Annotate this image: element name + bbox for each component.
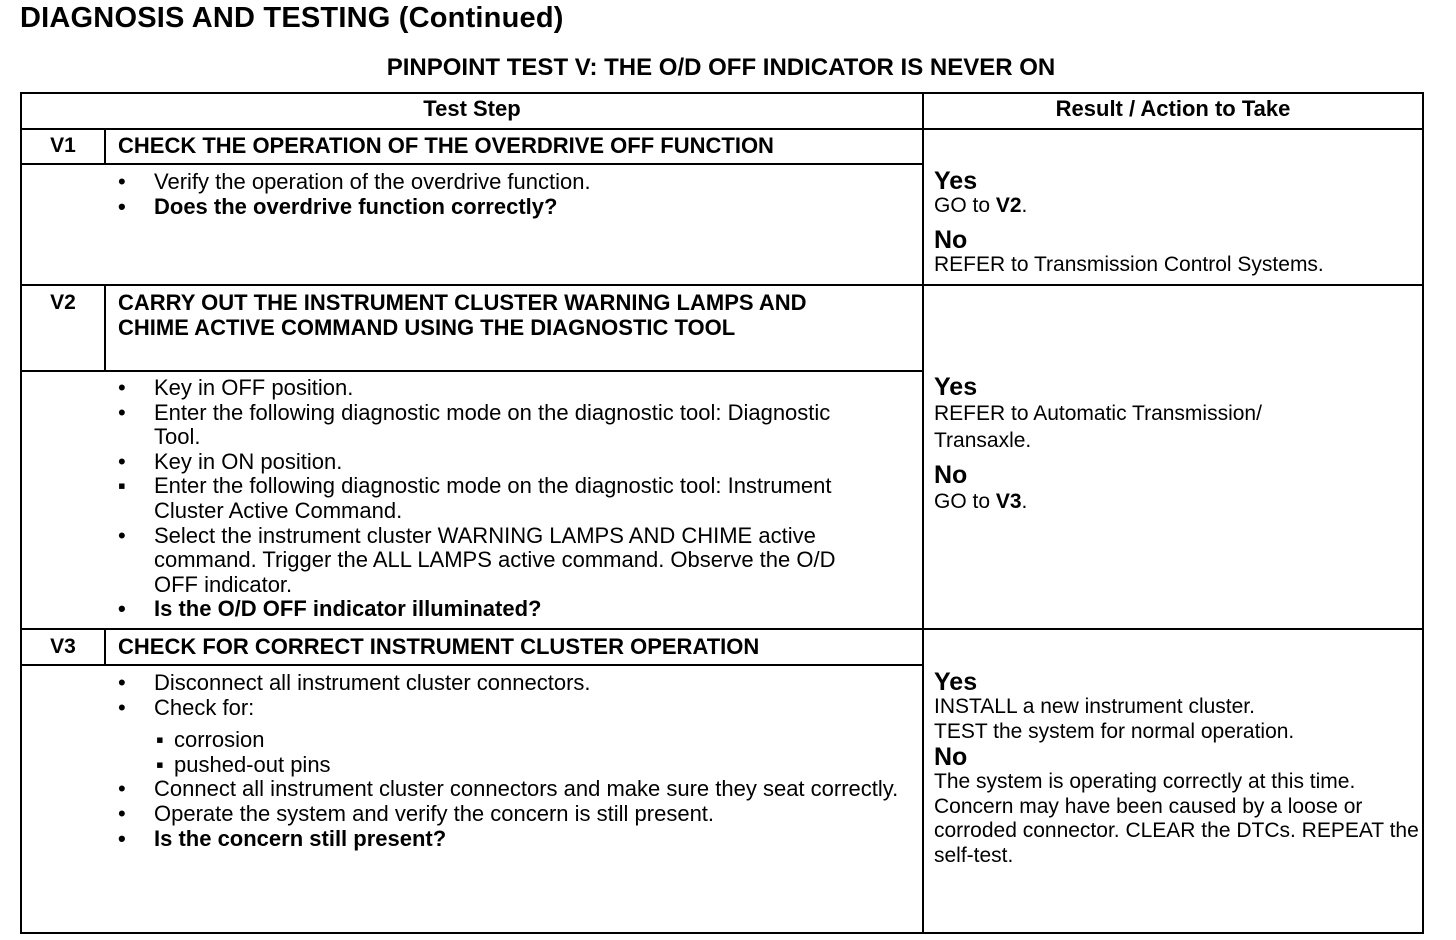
id-divider-v1 [104, 130, 106, 163]
check-for-sublist [154, 728, 916, 777]
bullet-icon: • [118, 169, 126, 194]
step-bullets-v3 [116, 671, 916, 851]
heading-divider-v3 [22, 664, 922, 666]
step-bullets-v1 [116, 170, 916, 219]
yes-label-v3: Yes [934, 668, 978, 696]
no-action-v1: REFER to Transmission Control Systems. [934, 252, 1324, 276]
yes-label-v1: Yes [934, 167, 978, 195]
bullet-icon: • [118, 399, 126, 425]
step-id-v1: V1 [50, 134, 76, 157]
page-title: DIAGNOSIS AND TESTING (Continued) [20, 2, 564, 34]
row-divider-v1-v2 [22, 284, 1422, 286]
bullet-icon: • [118, 193, 126, 219]
no-label-v1: No [934, 225, 968, 254]
list-item: • Enter the following diagnostic mode on the diagnostic tool: Diagnostic Tool. [118, 399, 831, 450]
column-divider [922, 94, 924, 932]
step-id-v3: V3 [50, 635, 76, 658]
heading-divider-v2 [22, 370, 922, 372]
no-label-v2: No [934, 461, 968, 489]
bullet-icon: • [118, 694, 126, 720]
row-divider-v2-v3 [22, 628, 1422, 630]
step-heading-v3: CHECK FOR CORRECT INSTRUMENT CLUSTER OPERATION [118, 634, 760, 659]
yes-action-v3-line1: INSTALL a new instrument cluster. [934, 695, 1255, 718]
header-test-step: Test Step [423, 96, 521, 121]
yes-action-v3-line2: TEST the system for normal operation. [934, 719, 1295, 743]
header-result: Result / Action to Take [1055, 96, 1291, 121]
result-v2 [934, 374, 1354, 515]
step-heading-v1: CHECK THE OPERATION OF THE OVERDRIVE OFF FUNCTION [118, 133, 774, 158]
list-item: ▪ corrosion [156, 727, 265, 753]
no-label-v3: No [934, 743, 968, 772]
list-item: • Key in OFF position. [118, 375, 354, 400]
yes-action-v2: REFER to Automatic Transmission/ Transaxle. [934, 402, 1262, 452]
bullet-icon: • [118, 596, 126, 622]
list-item: ▪ Enter the following diagnostic mode on the diagnostic tool: Instrument Cluster Active Command. [118, 473, 832, 523]
list-item: • Disconnect all instrument cluster connectors. [118, 670, 591, 695]
id-divider-v3 [104, 630, 106, 664]
list-item: • Key in ON position. [118, 448, 343, 474]
bullet-icon: • [118, 670, 126, 695]
list-item: • Verify the operation of the overdrive function. [118, 169, 591, 194]
header-divider [22, 128, 1422, 130]
list-item: • Is the O/D OFF indicator illuminated? [118, 596, 542, 622]
no-action-v3: The system is operating correctly at this time. Concern may have been caused by a loose or corroded connector. CLEAR the DTCs. REPEAT the self-test. [934, 770, 1419, 867]
id-divider-v2 [104, 286, 106, 370]
list-item: • Does the overdrive function correctly? [118, 193, 558, 219]
result-v3 [934, 669, 1420, 869]
bullet-icon: • [118, 825, 126, 851]
heading-divider-v1 [22, 163, 922, 165]
step-bullets-v2 [116, 376, 876, 622]
yes-label-v2: Yes [934, 373, 978, 401]
bullet-icon: • [118, 800, 126, 826]
list-item: • Select the instrument cluster WARNING LAMPS AND CHIME active command. Trigger the ALL LAMPS active command. Observe the O/D OFF indicator. [118, 522, 836, 597]
list-item: • Is the concern still present? [118, 825, 447, 851]
no-action-v2: GO to V3. [934, 490, 1028, 513]
list-item: • Check for: ▪ corrosion ▪ pushed-out pins [116, 696, 916, 778]
step-heading-v2: CARRY OUT THE INSTRUMENT CLUSTER WARNING LAMPS AND CHIME ACTIVE COMMAND USING THE DIAGNOSTIC TOOL [118, 290, 807, 340]
yes-action-v1: GO to V2. [934, 194, 1028, 217]
bullet-icon: ▪ [156, 727, 164, 753]
bullet-icon: • [118, 522, 126, 548]
result-v1 [934, 168, 1420, 277]
step-id-v2: V2 [50, 291, 76, 314]
pinpoint-test-table [20, 92, 1424, 934]
list-item: • Connect all instrument cluster connectors and make sure they seat correctly. [118, 776, 899, 802]
bullet-icon: • [118, 448, 126, 474]
bullet-icon: • [118, 375, 126, 400]
list-item: • Operate the system and verify the concern is still present. [118, 800, 715, 826]
list-item: ▪ pushed-out pins [156, 751, 331, 777]
bullet-icon: ▪ [118, 473, 126, 499]
test-title: PINPOINT TEST V: THE O/D OFF INDICATOR IS NEVER ON [386, 54, 1056, 81]
bullet-icon: • [118, 776, 126, 802]
bullet-icon: ▪ [156, 751, 164, 777]
